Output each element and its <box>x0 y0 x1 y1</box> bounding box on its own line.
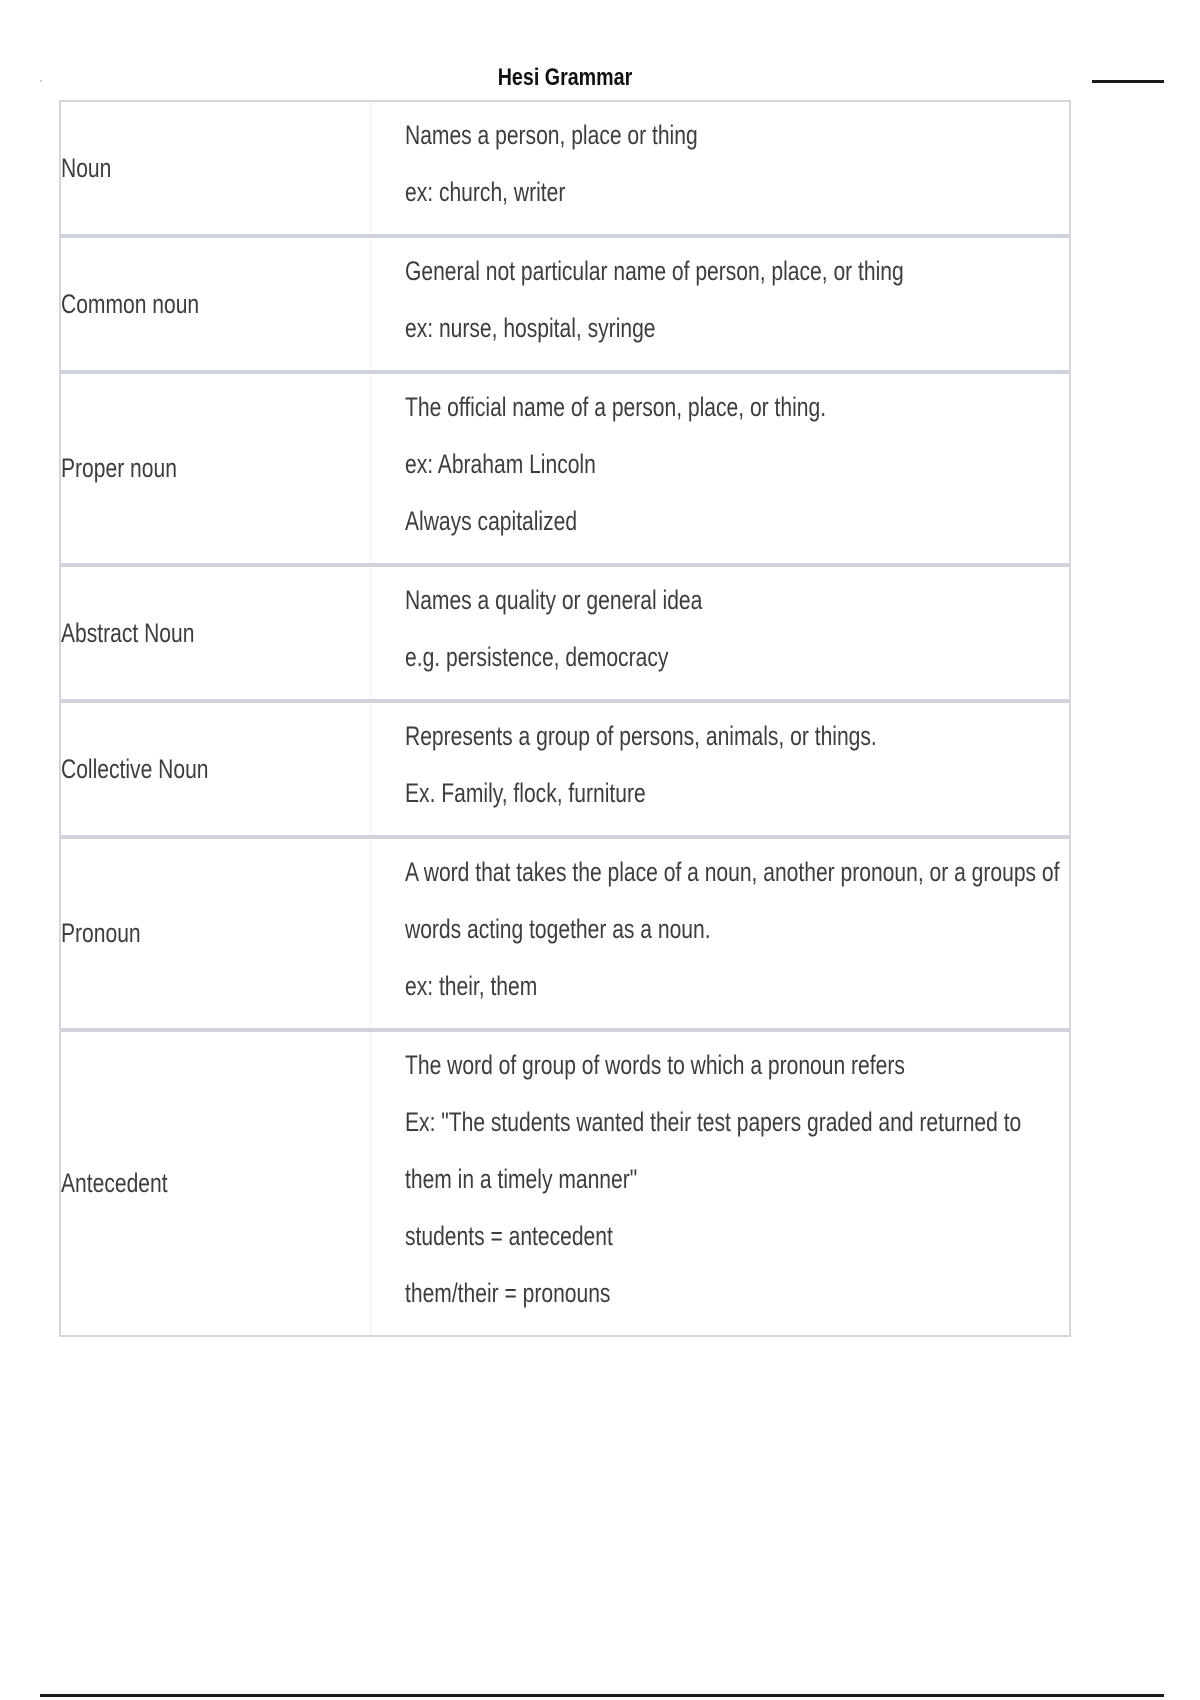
definition-line: ex: Abraham Lincoln <box>405 449 596 479</box>
definition-cell <box>371 102 1069 234</box>
table-row <box>61 703 1069 839</box>
table-row <box>61 238 1069 374</box>
term-cell <box>61 1032 371 1335</box>
definition-cell <box>371 567 1069 699</box>
definition-line: General not particular name of person, place, or thing <box>405 256 904 286</box>
definition-cell <box>371 238 1069 370</box>
term-cell <box>61 102 371 234</box>
header-rule <box>1092 80 1164 83</box>
table-row <box>61 102 1069 238</box>
definition-line: The word of group of words to which a pronoun refers <box>405 1050 905 1080</box>
definition-line: ex: nurse, hospital, syringe <box>405 313 656 343</box>
definition-line: The official name of a person, place, or thing. <box>405 392 827 422</box>
page-title: Hesi Grammar <box>497 64 633 91</box>
term-cell <box>61 567 371 699</box>
table-row <box>61 839 1069 1032</box>
table-row <box>61 567 1069 703</box>
definition-cell <box>371 839 1200 1028</box>
definition-line: e.g. persistence, democracy <box>405 642 669 672</box>
page-mark <box>40 80 42 82</box>
term-cell <box>61 374 371 563</box>
definition-cell <box>371 1032 1195 1335</box>
definition-line: Ex: "The students wanted their test papers graded and returned to <box>405 1107 1022 1137</box>
term-label: Pronoun <box>61 918 141 948</box>
term-cell <box>61 703 371 835</box>
definition-line: ex: their, them <box>405 971 538 1001</box>
definition-line: ex: church, writer <box>405 177 566 207</box>
term-label: Common noun <box>61 288 200 319</box>
grammar-table <box>59 100 1071 1337</box>
definition-line: Names a person, place or thing <box>405 120 698 150</box>
definition-line: Represents a group of persons, animals, or things. <box>405 721 877 751</box>
definition-line: them in a timely manner" <box>405 1164 638 1194</box>
definition-line: students = antecedent <box>405 1221 613 1251</box>
term-label: Antecedent <box>61 1168 168 1198</box>
table-row <box>61 374 1069 567</box>
definition-line: Ex. Family, flock, furniture <box>405 778 646 808</box>
definition-line: Always capitalized <box>405 506 578 536</box>
footer-rule <box>40 1694 1164 1697</box>
definition-line: Names a quality or general idea <box>405 585 703 615</box>
definition-line: words acting together as a noun. <box>405 914 711 944</box>
term-cell <box>61 839 371 1028</box>
definition-line: them/their = pronouns <box>405 1278 611 1308</box>
term-label: Abstract Noun <box>61 617 195 648</box>
definition-cell <box>371 374 1069 563</box>
term-label: Proper noun <box>61 453 177 483</box>
term-label: Collective Noun <box>61 753 209 784</box>
definition-cell <box>371 703 1069 835</box>
term-label: Noun <box>61 152 112 183</box>
term-cell <box>61 238 371 370</box>
table-row <box>61 1032 1069 1335</box>
definition-line: A word that takes the place of a noun, another pronoun, or a groups of <box>405 857 1060 887</box>
